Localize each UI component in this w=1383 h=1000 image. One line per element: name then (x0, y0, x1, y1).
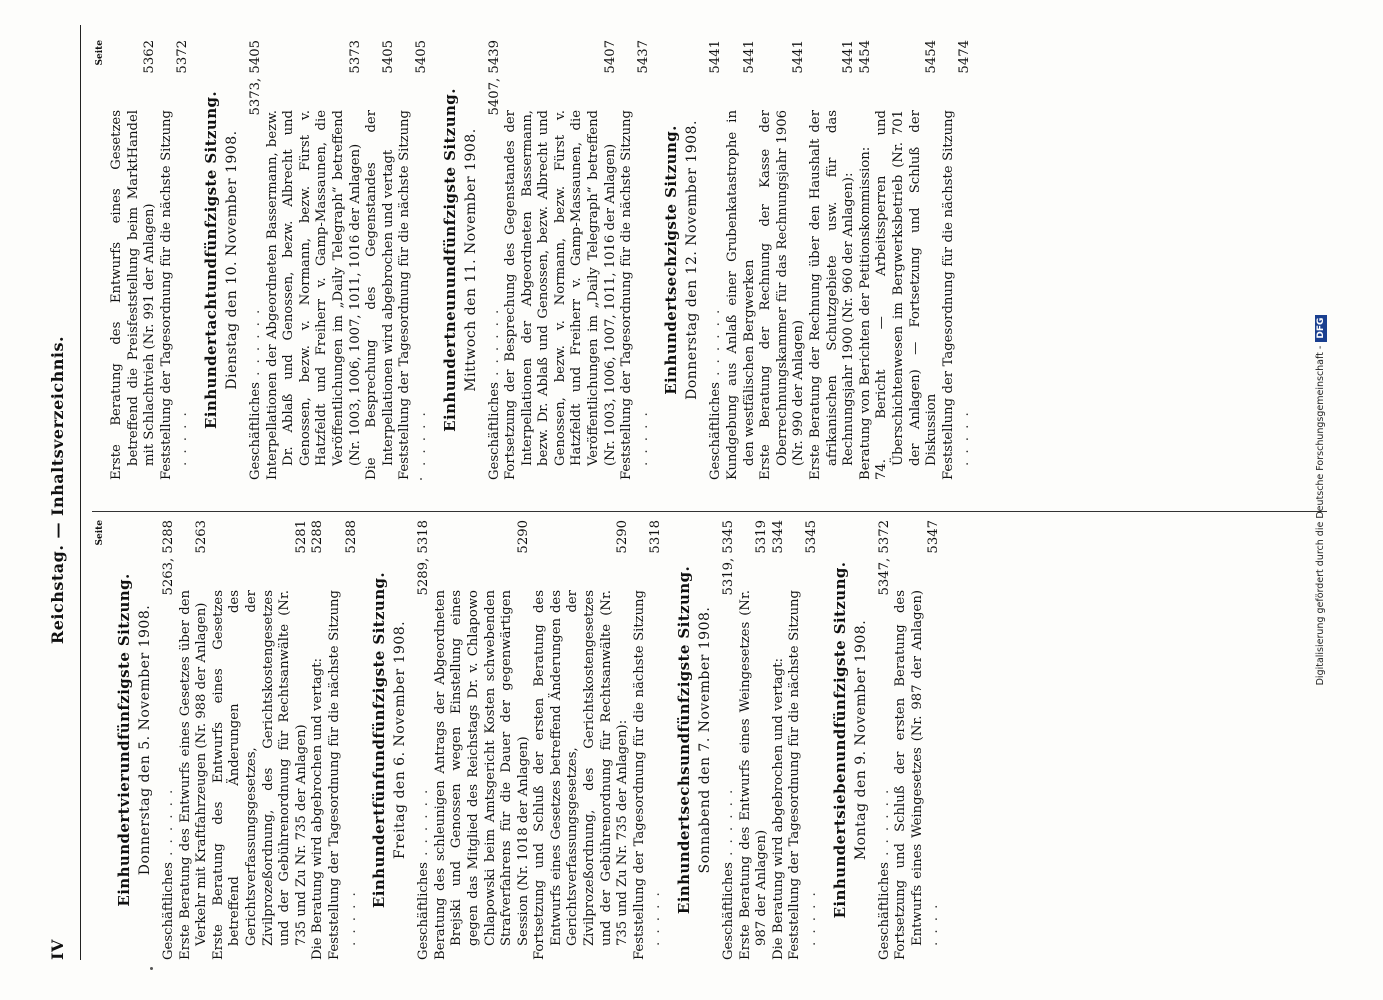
toc-entry (738, 520, 771, 960)
toc-entry (109, 40, 159, 480)
entry-text: Feststellung der Tagesordnung für die nächste Sitzung (397, 110, 413, 480)
page-ref: 5289, 5318 (416, 520, 432, 596)
leader-dots: . . . . . (343, 890, 359, 946)
right-column (95, 40, 984, 480)
page-ref: 5290 (615, 520, 631, 554)
page-ref: 5347 (926, 520, 942, 554)
toc-entry (178, 520, 211, 960)
scan-speck (150, 967, 153, 970)
entry-text: Die Beratung wird abgebrochen und vertagt: (310, 658, 326, 960)
toc-entry (532, 520, 632, 960)
entry-text: Feststellung der Tagesordnung für die nächste Sitzung (631, 590, 647, 960)
entry-text: Erste Beratung des Entwurfs eines Gesetzes über den Verkehr mit Kraftfahrzeugen (Nr. 988 der Anlagen) (177, 590, 210, 960)
page-ref: 5362 (142, 40, 158, 74)
page-ref: 5405 (413, 40, 429, 74)
page-ref: 5281 (293, 520, 309, 554)
entry-text: Fortsetzung und Schluß der ersten Beratung des Entwurfs eines Gesetzes betreffend Änderungen des Gerichtsverfassungsgesetzes, der Zivilprozeßordnung, des Gerichtskostengesetzes und der Gebührenordnung für Rechtsanwälte (Nr. 735 und Zu Nr. 735 der Anlagen): (532, 590, 631, 960)
toc-entry (808, 40, 858, 480)
toc-entry (874, 40, 940, 480)
toc-entry (941, 40, 974, 480)
session-date: Montag den 9. November 1908. (852, 619, 869, 861)
entry-text: Feststellung der Tagesordnung für die nächste Sitzung (619, 110, 635, 480)
session-date: Donnerstag den 5. November 1908. (137, 604, 153, 876)
toc-entry (310, 520, 327, 960)
toc-entry (487, 40, 504, 480)
entry-text: Feststellung der Tagesordnung für die nächste Sitzung (940, 110, 956, 480)
session-title: Einhundertsechzigste Sitzung. (662, 125, 681, 395)
page-ref: 5318 (648, 520, 664, 554)
leader-dots: . . . . . (957, 410, 973, 466)
entry-text: 74. Bericht — Arbeitssperren und Überschichtenwesen im Bergwerksbetrieb (Nr. 701 der Anlagen) — Fortsetzung und Schluß der Diskussion (874, 110, 940, 480)
leader-dots: . . . . . . (721, 787, 737, 863)
column-divider (92, 511, 1327, 512)
page-ref: 5373 (347, 40, 363, 74)
seite-label: Seite (95, 520, 105, 546)
page-ref: 5263 (194, 520, 210, 554)
entry-text: Kundgebung aus Anlaß einer Grubenkatastrophe in den westfälischen Bergwerken (725, 110, 757, 480)
toc-entry (503, 40, 619, 480)
page-ref: 5407, 5439 (486, 40, 502, 116)
page-ref: 5441 (741, 40, 757, 74)
session-block (441, 40, 653, 480)
page-ref: 5454 (857, 40, 873, 74)
entry-text: Geschäftliches (486, 382, 502, 480)
leader-dots: . . . . . . (416, 787, 432, 863)
session-block (675, 520, 821, 960)
leader-dots: . . . . . . (876, 787, 892, 863)
page-ref: 5347, 5372 (876, 520, 892, 596)
page-ref: 5441 (708, 40, 724, 74)
session-block (662, 40, 974, 480)
page-ref: 5263, 5288 (161, 520, 176, 596)
leader-dots: . . . . . (413, 410, 429, 466)
leader-dots: . . . . . . (161, 787, 176, 863)
digitization-text: Digitalisierung gefördert durch die Deutsche Forschungsgemeinschaft - (1315, 345, 1326, 686)
toc-entry (159, 40, 192, 480)
entry-text: Die Beratung wird abgebrochen und vertagt: (770, 658, 786, 960)
entry-text: Geschäftliches (247, 382, 263, 480)
session-block (202, 40, 431, 480)
toc-entry (364, 40, 397, 480)
leader-dots: . . . . . . (708, 307, 724, 383)
toc-entry (327, 520, 360, 960)
session-date: Freitag den 6. November 1908. (392, 620, 409, 860)
page-ref: 5288 (343, 520, 359, 554)
toc-entry (211, 520, 311, 960)
toc-entry (787, 520, 820, 960)
toc-entry (248, 40, 265, 480)
session-date: Dienstag den 10. November 1908. (223, 130, 240, 390)
toc-entry (265, 40, 365, 480)
leader-dots: . . . . . . (486, 307, 502, 383)
session-block (831, 520, 943, 960)
entry-text: Erste Beratung der Rechnung über den Haushalt der afrikanischen Schutzgebiete usw. für das Rechnungsjahr 1900 (Nr. 960 der Anlagen): (808, 110, 857, 480)
page-ref: 5405 (380, 40, 396, 74)
session-date: Mittwoch den 11. November 1908. (462, 128, 479, 392)
toc-entry (771, 520, 788, 960)
entry-text: Geschäftliches (708, 382, 724, 480)
digitization-note (1315, 0, 1345, 1000)
entry-text: Fortsetzung und Schluß der ersten Beratung des Entwurfs eines Weingesetzes (Nr. 987 der Anlagen) (893, 590, 925, 960)
session-block (115, 520, 360, 960)
session-title: Einhundertneunundfünfzigste Sitzung. (440, 88, 459, 432)
session-block-continued (109, 40, 192, 480)
entry-text: Erste Beratung des Entwurfs eines Weingesetzes (Nr. 987 der Anlagen) (737, 590, 770, 960)
session-title: Einhundertfünfundfünfzigste Sitzung. (370, 571, 389, 909)
page-ref: 5474 (957, 40, 973, 74)
entry-text: Die Besprechung des Gegenstandes der Interpellationen wird abgebrochen und vertagt (364, 110, 396, 480)
entry-text: Erste Beratung des Entwurfs eines Gesetzes betreffend die Preisfeststellung beim MarktHandel mit Schlachtvieh (Nr. 991 der Anlagen) (109, 110, 158, 480)
toc-entry (397, 40, 430, 480)
session-title: Einhundertsiebenundfünfzigste Sitzung. (830, 561, 849, 919)
entry-text: Beratung von Berichten der Petitionskommission: (857, 146, 873, 480)
session-date: Donnerstag den 12. November 1908. (684, 120, 701, 400)
leader-dots: . . . . . (175, 410, 191, 466)
entry-text: Feststellung der Tagesordnung für die nächste Sitzung (326, 590, 342, 960)
leader-dots: . . . . (926, 902, 942, 946)
toc-entry (632, 520, 665, 960)
page-ref: 5437 (635, 40, 651, 74)
page-ref: 5373, 5405 (247, 40, 263, 116)
page-ref: 5441 (841, 40, 857, 74)
toc-entry (893, 520, 943, 960)
dfg-logo: DFG (1315, 315, 1327, 342)
scan-speck (420, 478, 422, 480)
toc-entry (721, 520, 738, 960)
page-ref: 5288 (310, 520, 326, 554)
entry-text: Erste Beratung der Rechnung der Kasse der Oberrechnungskammer für das Rechnungsjahr 1906 (Nr. 990 der Anlagen) (758, 110, 807, 480)
running-header (46, 20, 76, 960)
seite-label: Seite (95, 40, 105, 66)
session-title: Einhundertvierundfünfzigste Sitzung. (115, 573, 133, 907)
toc-entry (619, 40, 652, 480)
toc-entry (758, 40, 808, 480)
toc-entry (161, 520, 178, 960)
entry-text: Fortsetzung der Besprechung des Gegenstandes der Interpellationen der Abgeordneten Bassermann, bezw. Dr. Ablaß und Genossen, bezw. Albrecht und Genossen, bezw. v. Normann, bezw. Fürst v. Hatzfeldt und Freiherr v. Gamp-Massaunen, die Veröffentlichungen im „Daily Telegraph“ betreffend (Nr. 1003, 1006, 1007, 1011, 1016 der Anlagen) (503, 110, 618, 480)
toc-entry (708, 40, 725, 480)
entry-text: Beratung des schleunigen Antrags der Abgeordneten Brejski und Genossen wegen Einstellung eines gegen das Mitglied des Reichstags Dr. v. Chlapowo Chlapowski beim Amtsgericht Kosten schwebenden Strafverfahrens für die Dauer der gegenwärtigen Session (Nr. 1018 der Anlagen) (432, 590, 531, 960)
toc-entry (433, 520, 533, 960)
page-ref: 5345 (804, 520, 819, 554)
page-number: IV (48, 939, 67, 960)
entry-text: Interpellationen der Abgeordneten Bassermann, bezw. Dr. Ablaß und Genossen, bezw. Albrecht und Genossen, bezw. v. Normann, bezw. Fürst v. Hatzfeldt und Freiherr v. Gamp-Massaunen, die Veröffentlichungen im „Daily Telegraph“ betreffend (Nr. 1003, 1006, 1007, 1011, 1016 der Anlagen) (264, 110, 363, 480)
toc-entry (877, 520, 894, 960)
page-ref: 5319, 5345 (721, 520, 737, 596)
left-column (95, 520, 953, 960)
entry-text: Geschäftliches (721, 862, 737, 960)
toc-entry (416, 520, 433, 960)
page-ref: 5441 (791, 40, 807, 74)
entry-text: Geschäftliches (416, 862, 432, 960)
entry-text: Geschäftliches (876, 862, 892, 960)
session-title: Einhundertsechsundfünfzigste Sitzung. (675, 565, 694, 915)
session-date: Sonnabend den 7. November 1908. (697, 606, 714, 874)
page-ref: 5372 (175, 40, 191, 74)
entry-text: Feststellung der Tagesordnung für die nächste Sitzung (787, 590, 803, 960)
toc-entry (725, 40, 758, 480)
page-title: Reichstag. — Inhaltsverzeichnis. (48, 335, 67, 645)
leader-dots: . . . . . (804, 890, 819, 946)
page-ref: 5290 (515, 520, 531, 554)
header-rule (80, 25, 81, 960)
page-ref: 5344 (770, 520, 786, 554)
page-ref: 5319 (754, 520, 770, 554)
leader-dots: . . . . . (648, 890, 664, 946)
session-title: Einhundertachtundfünfzigste Sitzung. (201, 90, 220, 430)
page-ref: 5454 (924, 40, 940, 74)
leader-dots: . . . . . (635, 410, 651, 466)
entry-text: Erste Beratung des Entwurfs eines Gesetzes betreffend Änderungen des Gerichtsverfassungsgesetzes, der Zivilprozeßordnung, des Gerichtskostengesetzes und der Gebührenordnung für Rechtsanwälte (Nr. 735 und Zu Nr. 735 der Anlagen) (210, 590, 309, 960)
leader-dots: . . . . . . (247, 307, 263, 383)
page-ref: 5407 (602, 40, 618, 74)
entry-text: Geschäftliches (161, 862, 176, 960)
entry-text: Feststellung der Tagesordnung für die nächste Sitzung (158, 110, 174, 480)
session-block (370, 520, 665, 960)
toc-entry (858, 40, 875, 480)
